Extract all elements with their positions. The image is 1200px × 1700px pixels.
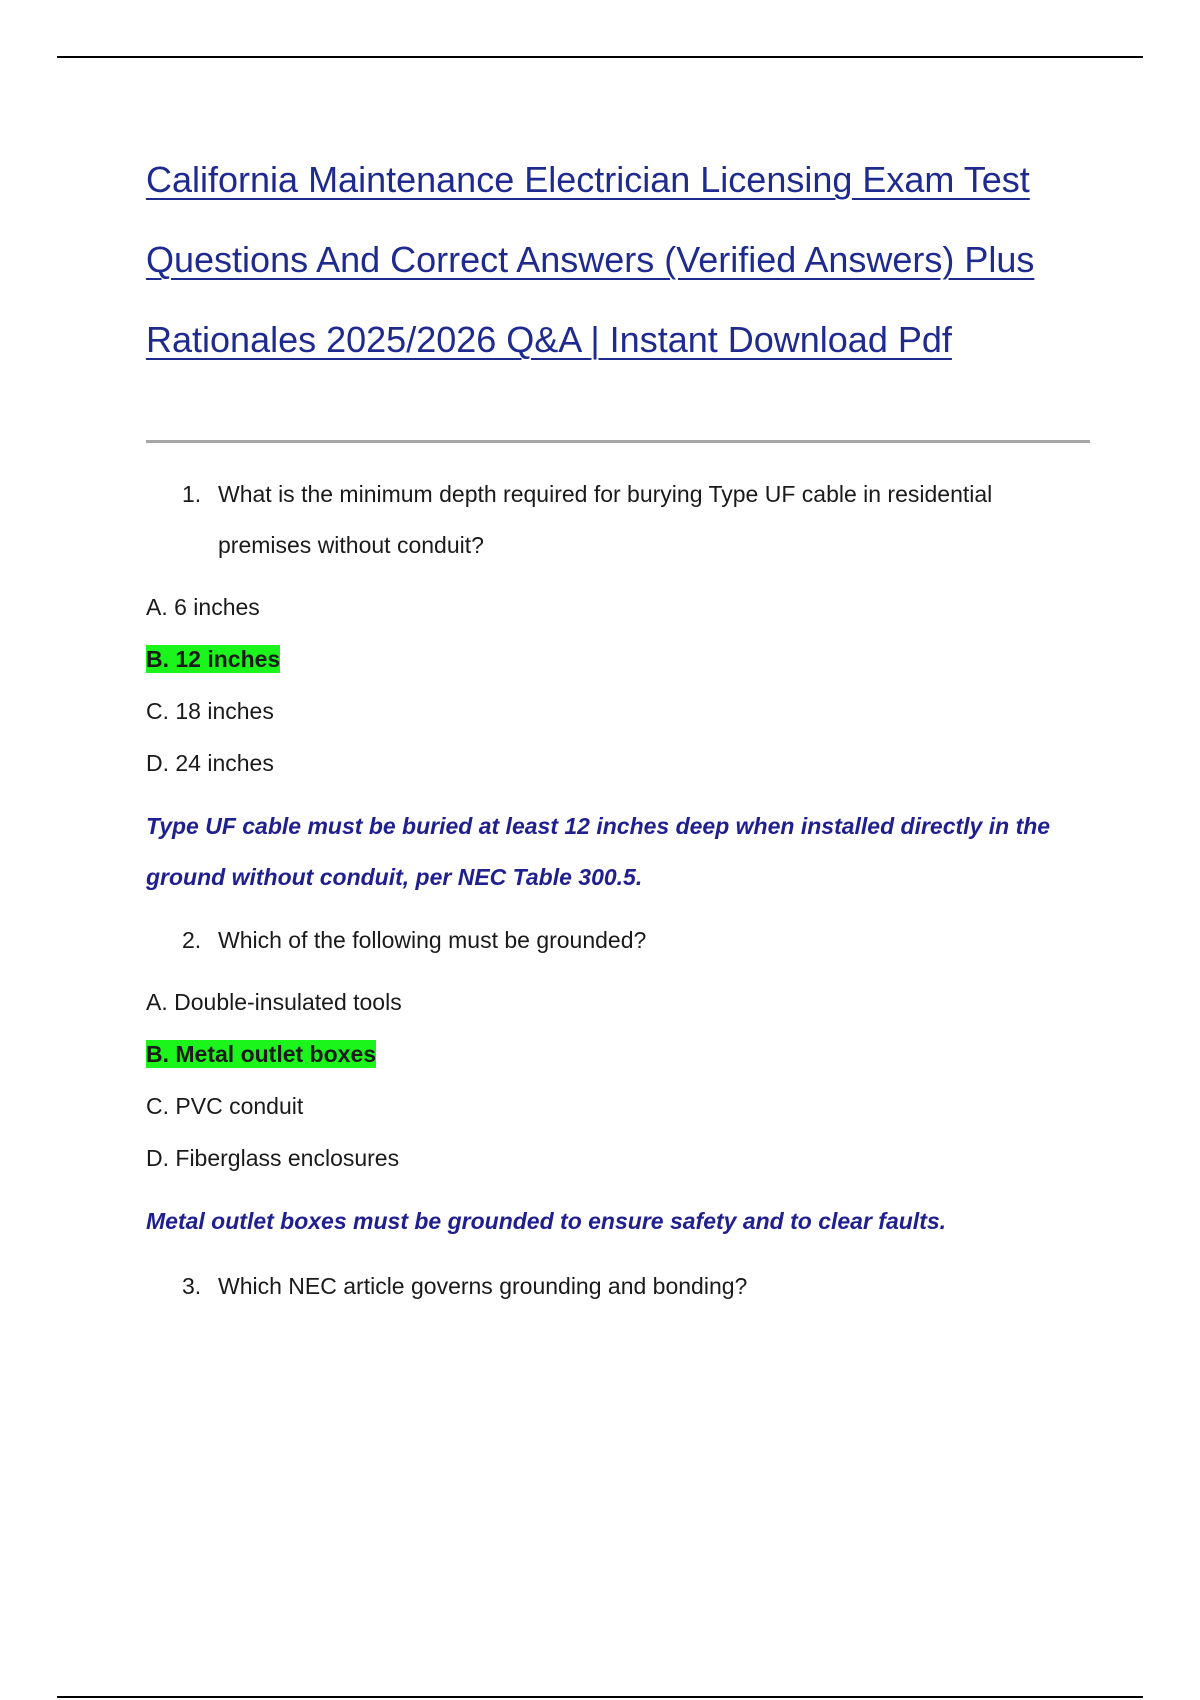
question-number: 1. xyxy=(182,481,202,507)
page-bottom-rule xyxy=(57,1696,1143,1698)
correct-answer-highlight: B. 12 inches xyxy=(146,646,281,672)
question-2 xyxy=(146,915,1090,966)
option-d: D. 24 inches xyxy=(146,750,274,776)
question-text: What is the minimum depth required for burying Type UF cable in residential premises without conduit? xyxy=(218,481,993,558)
correct-answer-highlight: B. Metal outlet boxes xyxy=(146,1041,377,1067)
option-c: C. 18 inches xyxy=(146,698,274,724)
question-3 xyxy=(146,1261,1090,1312)
question-1-options xyxy=(146,581,1090,789)
document-title: California Maintenance Electrician Licensing Exam Test Questions And Correct Answers (Verified Answers) Plus Rationales 2025/2026 Q&A | Instant Download Pdf xyxy=(146,159,1035,360)
option-c: C. PVC conduit xyxy=(146,1093,304,1119)
document-body xyxy=(146,140,1090,1312)
title-separator xyxy=(146,440,1090,443)
option-d: D. Fiberglass enclosures xyxy=(146,1145,400,1171)
page-top-rule xyxy=(57,56,1143,58)
question-number: 2. xyxy=(182,927,202,953)
option-b-correct xyxy=(146,633,1090,685)
option-b-correct xyxy=(146,1028,1090,1080)
question-1 xyxy=(146,469,1090,571)
question-number: 3. xyxy=(182,1273,202,1299)
option-a: A. Double-insulated tools xyxy=(146,989,402,1015)
question-text: Which of the following must be grounded? xyxy=(218,927,647,953)
option-a: A. 6 inches xyxy=(146,594,260,620)
question-2-rationale: Metal outlet boxes must be grounded to ensure safety and to clear faults. xyxy=(146,1208,947,1234)
question-text: Which NEC article governs grounding and bonding? xyxy=(218,1273,748,1299)
question-2-options xyxy=(146,976,1090,1184)
question-1-rationale: Type UF cable must be buried at least 12 inches deep when installed directly in the ground without conduit, per NEC Table 300.5. xyxy=(146,813,1051,890)
